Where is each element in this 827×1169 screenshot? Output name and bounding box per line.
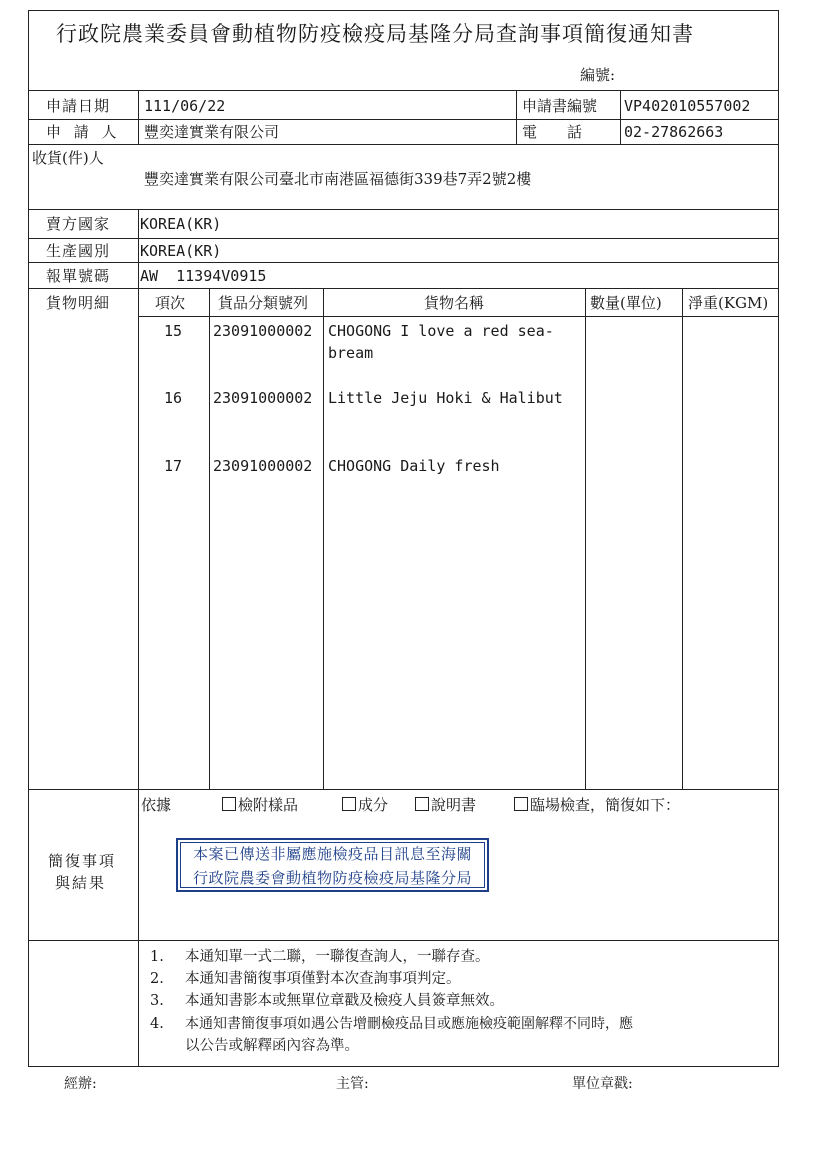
header-code: 貨品分類號列 — [218, 294, 309, 312]
form-no-label: 申請書編號 — [522, 97, 598, 115]
header-qty: 數量(單位) — [590, 294, 662, 312]
checkbox-sample — [222, 797, 236, 811]
header-item: 項次 — [155, 294, 186, 312]
note-1-no: 1. — [150, 949, 164, 965]
note-4-text: 本通知書簡復事項如遇公告增刪檢疫品目或應施檢疫範圍解釋不同時，應 — [185, 1016, 633, 1032]
option-ingredient-label: 成分 — [358, 796, 389, 814]
goods-row-code: 23091000002 — [213, 457, 313, 475]
header-name: 貨物名稱 — [424, 294, 485, 312]
seller-country-label: 賣方國家 — [46, 215, 111, 233]
option-inspection — [514, 796, 680, 814]
phone-value: 02-27862663 — [624, 123, 724, 141]
option-inspection-label: 臨場檢查，簡復如下： — [530, 796, 681, 814]
option-sample-label: 檢附樣品 — [238, 796, 299, 814]
goods-row-item: 17 — [164, 457, 183, 475]
consignee-value: 豐奕達實業有限公司臺北市南港區福德街339巷7弄2號2樓 — [144, 170, 532, 188]
option-ingredient — [342, 796, 388, 814]
goods-row-code: 23091000002 — [213, 322, 313, 340]
form-no-value: VP402010557002 — [624, 97, 751, 115]
stamp-line1: 本案已傳送非屬應施檢疫品目訊息至海關 — [192, 845, 472, 863]
goods-label: 貨物明細 — [46, 294, 111, 312]
option-manual-label: 說明書 — [431, 796, 477, 814]
declaration-no-value: AW 11394V0915 — [140, 267, 267, 285]
origin-country-value: KOREA(KR) — [140, 242, 222, 260]
apply-date-label: 申請日期 — [46, 97, 111, 115]
goods-row-name: CHOGONG I love a red sea- — [328, 322, 554, 340]
footer-unit-stamp: 單位章戳: — [572, 1076, 633, 1092]
footer-supervisor: 主管: — [336, 1076, 369, 1092]
note-1-text: 本通知單一式二聯，一聯復查詢人，一聯存查。 — [185, 949, 490, 965]
goods-row-name: Little Jeju Hoki & Halibut — [328, 389, 563, 407]
note-3-text: 本通知書影本或無單位章戳及檢疫人員簽章無效。 — [185, 993, 504, 1009]
document-number-label: 編號: — [580, 66, 616, 84]
note-2-no: 2. — [150, 971, 164, 987]
origin-country-label: 生產國別 — [46, 242, 111, 260]
document-title: 行政院農業委員會動植物防疫檢疫局基隆分局查詢事項簡復通知書 — [56, 22, 694, 46]
footer-handler: 經辦: — [64, 1076, 97, 1092]
option-manual — [415, 796, 476, 814]
consignee-label: 收貨(件)人 — [32, 149, 104, 167]
result-stamp — [176, 838, 489, 892]
applicant-value: 豐奕達實業有限公司 — [144, 123, 280, 141]
basis-label: 依據 — [141, 796, 172, 814]
goods-row-name: CHOGONG Daily fresh — [328, 457, 500, 475]
goods-row-code: 23091000002 — [213, 389, 313, 407]
result-label-line2: 與結果 — [55, 874, 107, 892]
checkbox-inspection — [514, 797, 528, 811]
declaration-no-label: 報單號碼 — [46, 267, 111, 285]
result-label-line1: 簡復事項 — [48, 852, 117, 870]
stamp-line2: 行政院農委會動植物防疫檢疫局基隆分局 — [192, 869, 472, 887]
note-4-text-cont: 以公告或解釋函內容為準。 — [185, 1038, 359, 1054]
checkbox-manual — [415, 797, 429, 811]
option-sample — [222, 796, 298, 814]
checkbox-ingredient — [342, 797, 356, 811]
goods-row-name-cont: bream — [328, 344, 374, 362]
header-weight: 淨重(KGM) — [688, 294, 769, 312]
seller-country-value: KOREA(KR) — [140, 215, 222, 233]
applicant-label: 申 請 人 — [46, 123, 121, 141]
goods-row-item: 15 — [164, 322, 183, 340]
note-2-text: 本通知書簡復事項僅對本次查詢事項判定。 — [185, 971, 461, 987]
phone-label: 電 話 — [522, 123, 583, 141]
apply-date-value: 111/06/22 — [144, 97, 226, 115]
note-4-no: 4. — [150, 1016, 164, 1032]
note-3-no: 3. — [150, 993, 164, 1009]
goods-row-item: 16 — [164, 389, 183, 407]
